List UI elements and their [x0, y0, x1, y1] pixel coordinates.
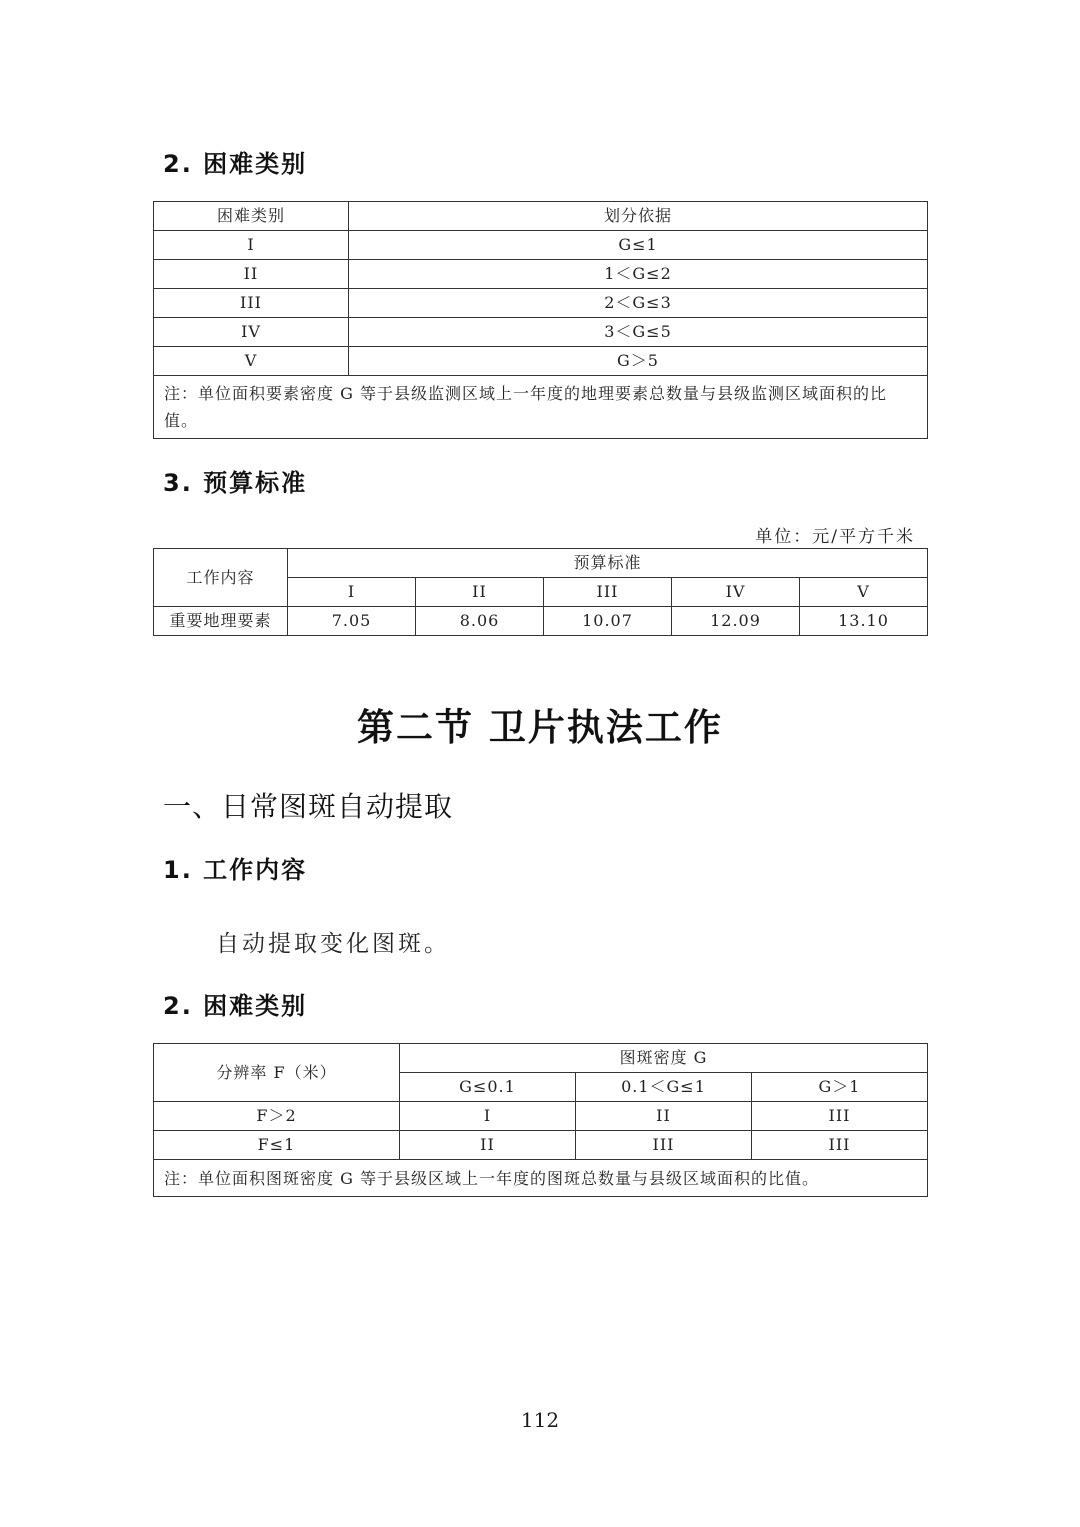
difficulty-table — [153, 201, 928, 439]
budget-unit: 单位：元/平方千米 — [755, 527, 915, 547]
table-header-cell: 工作内容 — [154, 549, 288, 607]
table-row — [154, 1131, 928, 1160]
table-header-cell: 0.1＜G≤1 — [576, 1073, 752, 1102]
table-cell: 7.05 — [288, 607, 416, 636]
subsection-heading: 一、日常图斑自动提取 — [163, 790, 454, 823]
table-cell: I — [400, 1102, 576, 1131]
budget-heading: 3. 预算标准 — [163, 469, 308, 497]
table-note-row — [154, 376, 928, 439]
work-content-heading: 1. 工作内容 — [163, 856, 308, 884]
table-cell: 12.09 — [672, 607, 800, 636]
table-cell: II — [576, 1102, 752, 1131]
table-cell: V — [154, 347, 349, 376]
work-content-text: 自动提取变化图斑。 — [216, 931, 450, 957]
table-row — [154, 607, 928, 636]
page-number: 112 — [520, 1408, 560, 1432]
table-cell: I — [154, 231, 349, 260]
table-row — [154, 1102, 928, 1131]
table-header-cell: 预算标准 — [288, 549, 928, 578]
table-cell: F＞2 — [154, 1102, 400, 1131]
table-header-cell: I — [288, 578, 416, 607]
table-cell: 13.10 — [800, 607, 928, 636]
table-cell: III — [154, 289, 349, 318]
table-header-cell: 划分依据 — [349, 202, 928, 231]
table-header-row — [154, 202, 928, 231]
table-row — [154, 231, 928, 260]
table-note: 注：单位面积图斑密度 G 等于县级区域上一年度的图斑总数量与县级区域面积的比值。 — [154, 1160, 928, 1197]
table-row — [154, 260, 928, 289]
table-header-cell: IV — [672, 578, 800, 607]
table-note-row — [154, 1160, 928, 1197]
table-header-cell: G≤0.1 — [400, 1073, 576, 1102]
section-title: 第二节 卫片执法工作 — [357, 706, 723, 749]
table-cell: III — [752, 1102, 928, 1131]
table-cell: IV — [154, 318, 349, 347]
table-cell: 1＜G≤2 — [349, 260, 928, 289]
table-cell: F≤1 — [154, 1131, 400, 1160]
budget-table — [153, 548, 928, 636]
table-cell: 2＜G≤3 — [349, 289, 928, 318]
density-table — [153, 1043, 928, 1197]
table-cell: II — [154, 260, 349, 289]
table-header-row — [154, 1044, 928, 1073]
table-header-cell: G＞1 — [752, 1073, 928, 1102]
table-note: 注：单位面积要素密度 G 等于县级监测区域上一年度的地理要素总数量与县级监测区域面积的比值。 — [154, 376, 928, 439]
table-row — [154, 347, 928, 376]
table-header-cell: 困难类别 — [154, 202, 349, 231]
table-header-cell: V — [800, 578, 928, 607]
difficulty-heading: 2. 困难类别 — [163, 150, 308, 178]
table-header-row — [154, 549, 928, 578]
table-header-cell: 图斑密度 G — [400, 1044, 928, 1073]
table-header-cell: II — [416, 578, 544, 607]
table-cell: 重要地理要素 — [154, 607, 288, 636]
table-cell: 10.07 — [544, 607, 672, 636]
table-cell: G≤1 — [349, 231, 928, 260]
difficulty-heading-2: 2. 困难类别 — [163, 992, 308, 1020]
table-cell: G＞5 — [349, 347, 928, 376]
table-row — [154, 318, 928, 347]
table-cell: III — [576, 1131, 752, 1160]
table-cell: II — [400, 1131, 576, 1160]
table-cell: 3＜G≤5 — [349, 318, 928, 347]
table-header-cell: 分辨率 F（米） — [154, 1044, 400, 1102]
table-cell: 8.06 — [416, 607, 544, 636]
table-cell: III — [752, 1131, 928, 1160]
table-header-cell: III — [544, 578, 672, 607]
table-row — [154, 289, 928, 318]
